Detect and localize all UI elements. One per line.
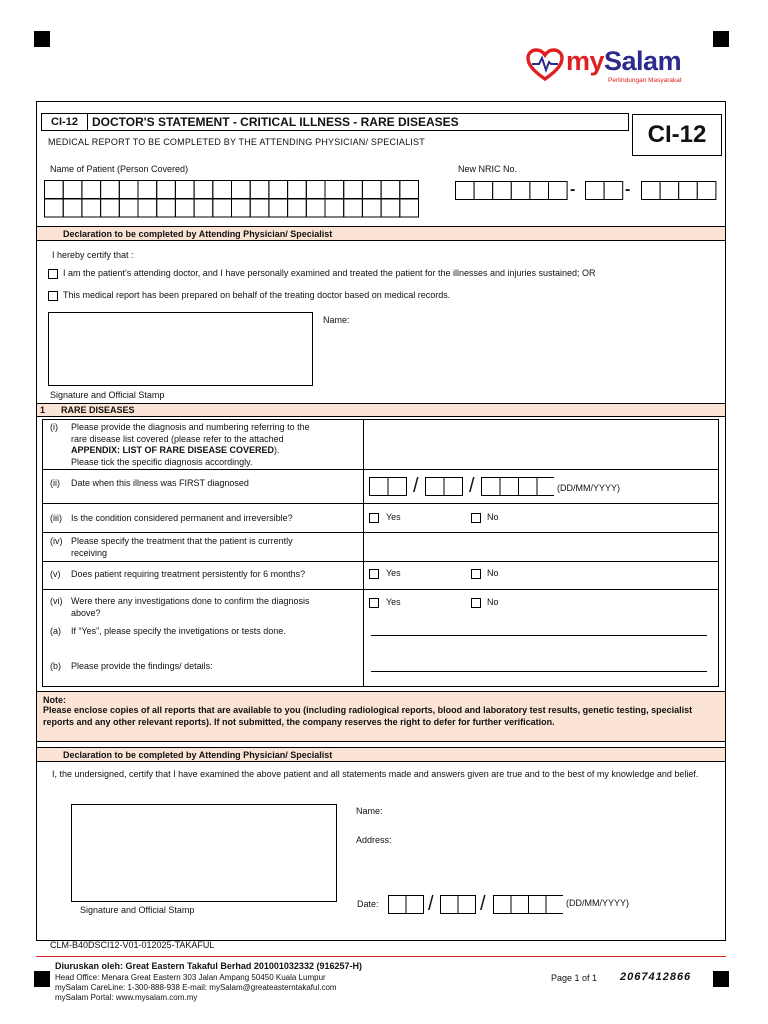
char-box[interactable] <box>250 181 269 199</box>
q5-text: Does patient requiring treatment persistently for 6 months? <box>71 569 306 579</box>
q4-number: (iv) <box>50 536 63 546</box>
char-box[interactable] <box>381 181 400 199</box>
q3-yes-checkbox[interactable] <box>369 513 379 523</box>
registration-mark-top-left <box>34 31 50 47</box>
mysalam-logo <box>526 48 696 88</box>
signature-stamp-box-1[interactable] <box>48 312 313 386</box>
q5-number: (v) <box>50 569 61 579</box>
heart-pulse-icon <box>526 48 564 82</box>
form-subtitle: MEDICAL REPORT TO BE COMPLETED BY THE ATTENDING PHYSICIAN/ SPECIALIST <box>48 137 425 147</box>
char-box[interactable] <box>101 199 120 217</box>
q1-line1: Please provide the diagnosis and numbering referring to the <box>71 422 310 432</box>
q1-line3-end: ). <box>274 445 280 455</box>
q2-date-slash-1: / <box>413 475 419 497</box>
qa-text: If “Yes”, please specify the invetigations or tests done. <box>71 626 286 636</box>
char-box[interactable] <box>370 478 389 496</box>
char-box[interactable] <box>537 478 554 496</box>
char-box[interactable] <box>458 896 476 914</box>
char-box[interactable] <box>175 199 194 217</box>
qb-number: (b) <box>50 661 61 671</box>
char-box[interactable] <box>269 199 288 217</box>
form-reference-code: CLM-B40DSCI12-V01-012025-TAKAFUL <box>50 940 215 950</box>
char-box[interactable] <box>456 182 475 200</box>
char-box[interactable] <box>388 478 407 496</box>
portal: mySalam Portal: www.mysalam.com.my <box>55 993 198 1002</box>
note-box <box>37 691 725 742</box>
qa-number: (a) <box>50 626 61 636</box>
char-box[interactable] <box>213 199 232 217</box>
registration-mark-top-right <box>713 31 729 47</box>
q1-diagnosis-answer[interactable] <box>364 420 718 468</box>
form-title: DOCTOR'S STATEMENT - CRITICAL ILLNESS - RARE DISEASES <box>92 115 459 129</box>
signature-label-1: Signature and Official Stamp <box>50 390 165 400</box>
logo-text-salam: Salam <box>604 46 682 76</box>
on-behalf-checkbox[interactable] <box>48 291 58 301</box>
char-box[interactable] <box>63 181 82 199</box>
char-box[interactable] <box>697 182 716 200</box>
q3-no-checkbox[interactable] <box>471 513 481 523</box>
char-box[interactable] <box>389 896 407 914</box>
q4-treatment-answer[interactable] <box>364 533 718 560</box>
q1-line2: rare disease list covered (please refer to the attached <box>71 433 284 444</box>
q3-yes-label: Yes <box>386 512 401 522</box>
char-box[interactable] <box>306 199 325 217</box>
declaration1-heading: Declaration to be completed by Attending Physician/ Specialist <box>63 229 333 239</box>
q6-text <box>71 596 309 619</box>
q1-text <box>71 422 361 468</box>
declaration2-text: I, the undersigned, certify that I have examined the above patient and all statements made and answers given are true and to the best of my knowledge and belief. <box>52 769 699 779</box>
q2-number: (ii) <box>50 478 60 488</box>
char-box[interactable] <box>549 182 568 200</box>
char-box[interactable] <box>381 199 400 217</box>
char-box[interactable] <box>474 182 493 200</box>
q6-no-label: No <box>487 597 499 607</box>
q2-date-boxes[interactable] <box>369 477 554 497</box>
declaration1-intro: I hereby certify that : <box>52 250 134 260</box>
char-box[interactable] <box>529 896 547 914</box>
footer-contacts <box>55 973 337 1003</box>
q5-yes-checkbox[interactable] <box>369 569 379 579</box>
declaration-date-format: (DD/MM/YYYY) <box>566 898 629 908</box>
char-box[interactable] <box>288 199 307 217</box>
q2-date-format: (DD/MM/YYYY) <box>557 483 620 493</box>
signature-stamp-box-2[interactable] <box>71 804 337 902</box>
patient-name-boxes[interactable] <box>44 180 421 218</box>
q5-no-label: No <box>487 568 499 578</box>
char-box[interactable] <box>194 181 213 199</box>
patient-name-label: Name of Patient (Person Covered) <box>50 164 189 174</box>
char-box[interactable] <box>157 199 176 217</box>
q4-line2: receiving <box>71 547 108 558</box>
nric-boxes[interactable] <box>455 181 717 201</box>
char-box[interactable] <box>493 182 512 200</box>
char-box[interactable] <box>494 896 512 914</box>
char-box[interactable] <box>45 181 64 199</box>
char-box[interactable] <box>500 478 519 496</box>
section1-title: RARE DISEASES <box>61 405 135 415</box>
row-divider <box>42 503 719 504</box>
nric-field[interactable] <box>455 181 717 201</box>
q4-line1: Please specify the treatment that the patient is currently <box>71 536 293 546</box>
char-box[interactable] <box>157 181 176 199</box>
char-box[interactable] <box>119 181 138 199</box>
declaration1-header <box>37 226 725 241</box>
char-box[interactable] <box>660 182 679 200</box>
char-box[interactable] <box>325 181 344 199</box>
q4-text <box>71 536 293 559</box>
char-box[interactable] <box>444 478 463 496</box>
managed-by: Diuruskan oleh: Great Eastern Takaful Berhad 201001032332 (916257-H) <box>55 961 362 971</box>
q6-number: (vi) <box>50 596 63 606</box>
logo-text-my: my <box>566 46 605 76</box>
doctor-name-label-2: Name: <box>356 806 383 816</box>
char-box[interactable] <box>175 181 194 199</box>
serial-number: 2067412866 <box>620 971 692 983</box>
on-behalf-label: This medical report has been prepared on behalf of the treating doctor based on medical records. <box>63 290 451 300</box>
char-box[interactable] <box>511 182 530 200</box>
row-divider <box>42 469 719 470</box>
form-code-small: CI-12 <box>42 114 88 130</box>
q5-yes-label: Yes <box>386 568 401 578</box>
q2-text: Date when this illness was FIRST diagnosed <box>71 478 249 488</box>
char-box[interactable] <box>250 199 269 217</box>
qb-text: Please provide the findings/ details: <box>71 661 213 671</box>
q3-text: Is the condition considered permanent and irreversible? <box>71 513 293 523</box>
q6-line1: Were there any investigations done to confirm the diagnosis <box>71 596 310 606</box>
footer-divider <box>36 956 726 957</box>
nric-dash-2: - <box>625 181 631 198</box>
signature-label-2: Signature and Official Stamp <box>80 905 195 915</box>
char-box[interactable] <box>344 181 363 199</box>
patient-name-grid[interactable] <box>44 180 421 223</box>
declaration-date-field[interactable] <box>388 895 563 915</box>
char-box[interactable] <box>232 199 251 217</box>
char-box[interactable] <box>63 199 82 217</box>
q2-date-slash-2: / <box>469 475 475 497</box>
char-box[interactable] <box>530 182 549 200</box>
attending-doctor-checkbox[interactable] <box>48 269 58 279</box>
date-label: Date: <box>357 899 379 909</box>
row-divider <box>42 561 719 562</box>
char-box[interactable] <box>679 182 698 200</box>
note-text: Please enclose copies of all reports that are available to you (including radiological reports, blood and laboratory test results, genetic testing, specialist reports and any other relevant reports). If not submitted, the company reserves the right to defer for further verification. <box>43 705 693 727</box>
row-divider <box>42 589 719 590</box>
declaration-date-slash-1: / <box>428 893 434 915</box>
char-box[interactable] <box>426 478 445 496</box>
char-box[interactable] <box>213 181 232 199</box>
char-box[interactable] <box>82 181 101 199</box>
qb-answer-line[interactable] <box>371 671 707 672</box>
char-box[interactable] <box>482 478 501 496</box>
declaration-date-slash-2: / <box>480 893 486 915</box>
char-box[interactable] <box>325 199 344 217</box>
char-box[interactable] <box>138 181 157 199</box>
char-box[interactable] <box>642 182 661 200</box>
char-box[interactable] <box>194 199 213 217</box>
char-box[interactable] <box>519 478 538 496</box>
char-box[interactable] <box>101 181 120 199</box>
char-box[interactable] <box>400 181 419 199</box>
registration-mark-bottom-right <box>713 971 729 987</box>
char-box[interactable] <box>400 199 419 217</box>
char-box[interactable] <box>441 896 459 914</box>
char-box[interactable] <box>344 199 363 217</box>
char-box[interactable] <box>586 182 605 200</box>
doctor-address-label: Address: <box>356 835 392 845</box>
char-box[interactable] <box>269 181 288 199</box>
logo-tagline: Perlindungan Masyarakat <box>608 77 682 84</box>
form-title-box <box>41 113 629 131</box>
declaration2-header <box>37 747 725 762</box>
q2-date-field[interactable] <box>369 477 554 497</box>
q3-number: (iii) <box>50 513 62 523</box>
head-office: Head Office: Menara Great Eastern 303 Jalan Ampang 50450 Kuala Lumpur <box>55 973 326 982</box>
registration-mark-bottom-left <box>34 971 50 987</box>
char-box[interactable] <box>119 199 138 217</box>
char-box[interactable] <box>406 896 424 914</box>
char-box[interactable] <box>546 896 563 914</box>
q1-line4: Please tick the specific diagnosis accordingly. <box>71 456 253 467</box>
char-box[interactable] <box>45 199 64 217</box>
char-box[interactable] <box>288 181 307 199</box>
char-box[interactable] <box>138 199 157 217</box>
section1-header <box>37 403 725 417</box>
attending-doctor-label: I am the patient's attending doctor, and I have personally examined and treated the patient for the illnesses and injuries sustained; OR <box>63 268 596 278</box>
char-box[interactable] <box>362 199 381 217</box>
q1-number: (i) <box>50 422 58 432</box>
char-box[interactable] <box>232 181 251 199</box>
char-box[interactable] <box>306 181 325 199</box>
q6-yes-checkbox[interactable] <box>369 598 379 608</box>
char-box[interactable] <box>82 199 101 217</box>
nric-label: New NRIC No. <box>458 164 518 174</box>
q3-no-label: No <box>487 512 499 522</box>
doctor-name-label-1: Name: <box>323 315 350 325</box>
q6-line2: above? <box>71 607 101 618</box>
page-number: Page 1 of 1 <box>551 973 598 983</box>
char-box[interactable] <box>362 181 381 199</box>
char-box[interactable] <box>511 896 529 914</box>
careline: mySalam CareLine: 1-300-888-938 E-mail: mySalam@greateasterntakaful.com <box>55 983 337 992</box>
char-box[interactable] <box>604 182 623 200</box>
form-code-big: CI-12 <box>632 114 722 156</box>
section1-number: 1 <box>40 405 46 415</box>
qa-answer-line[interactable] <box>371 635 707 636</box>
q6-no-checkbox[interactable] <box>471 598 481 608</box>
declaration2-heading: Declaration to be completed by Attending Physician/ Specialist <box>63 750 333 760</box>
nric-dash-1: - <box>570 181 576 198</box>
note-label: Note: <box>43 695 66 705</box>
declaration-date-boxes[interactable] <box>388 895 563 915</box>
q6-yes-label: Yes <box>386 597 401 607</box>
q1-appendix-ref: APPENDIX: LIST OF RARE DISEASE COVERED <box>71 445 275 455</box>
q5-no-checkbox[interactable] <box>471 569 481 579</box>
